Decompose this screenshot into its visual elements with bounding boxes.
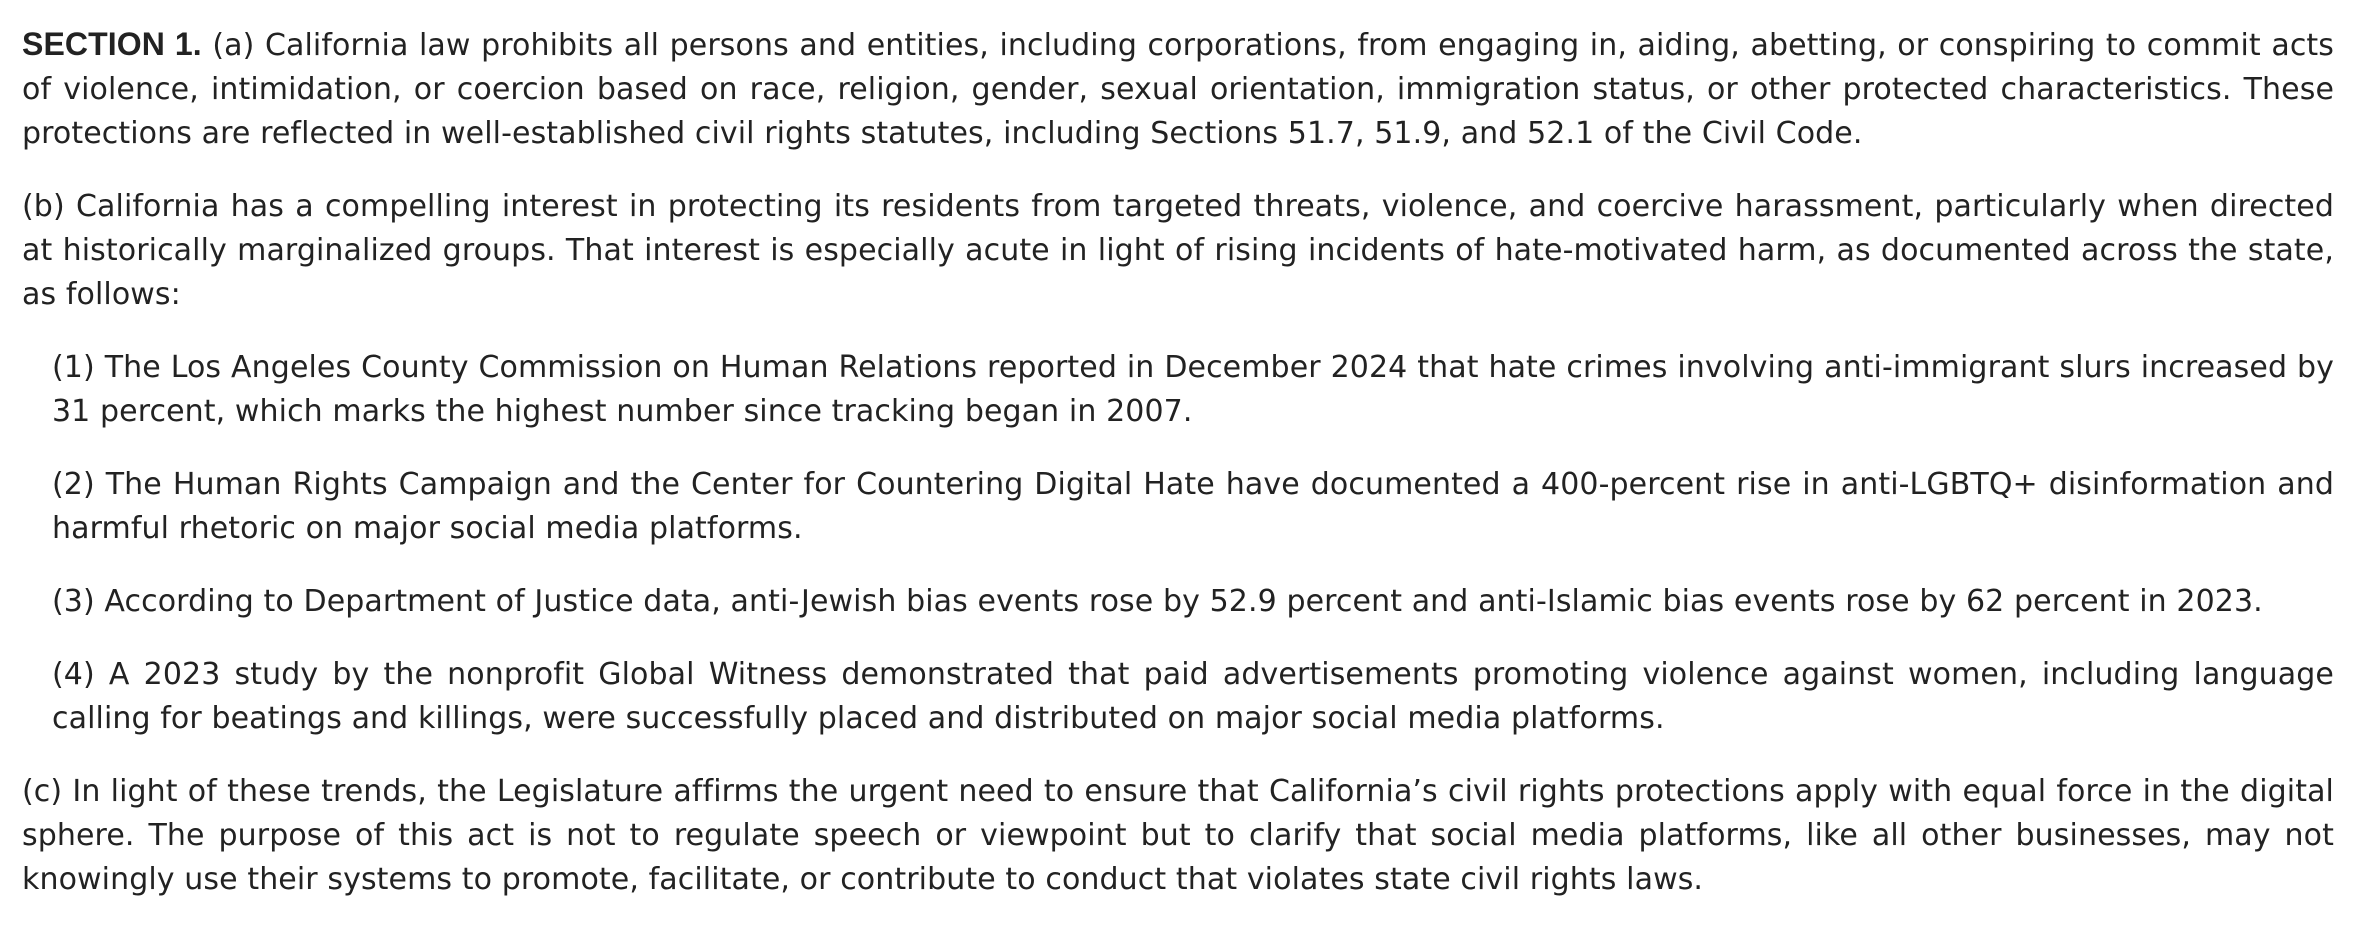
paragraph-c: (c) In light of these trends, the Legislature affirms the urgent need to ensure that California’s civil rights protections apply with equal force in the digital sphere. The purpose of this act is not to regulate speech or viewpoint but to clarify that social media platforms, like all other businesses, may not knowingly use their systems to promote, facilitate, or contribute to conduct that violates state civil rights laws. (22, 774, 2334, 897)
list-item-2: (2) The Human Rights Campaign and the Center for Countering Digital Hate have documented a 400-percent rise in anti-LGBTQ+ disinformation and harmful rhetoric on major social media platforms. (52, 467, 2334, 546)
document-body (22, 22, 2334, 931)
section-heading: SECTION 1. (22, 26, 202, 62)
paragraph-b: (b) California has a compelling interest in protecting its residents from targeted threats, violence, and coercive harassment, particularly when directed at historically marginalized groups. That interest is especially acute in light of rising incidents of hate-motivated harm, as documented across the state, as follows: (22, 189, 2334, 312)
list-item-3: (3) According to Department of Justice data, anti-Jewish bias events rose by 52.9 percent and anti-Islamic bias events rose by 62 percent in 2023. (52, 584, 2263, 619)
list-item-1: (1) The Los Angeles County Commission on Human Relations reported in December 2024 that hate crimes involving anti-immigrant slurs increased by 31 percent, which marks the highest number since tracking began in 2007. (52, 350, 2334, 429)
list-item-4: (4) A 2023 study by the nonprofit Global Witness demonstrated that paid advertisements promoting violence against women, including language calling for beatings and killings, were successfully placed and distributed on major social media platforms. (52, 657, 2334, 736)
paragraph-a (22, 22, 2334, 156)
paragraph-a-text: (a) California law prohibits all persons and entities, including corporations, from engaging in, aiding, abetting, or conspiring to commit acts of violence, intimidation, or coercion based on race, religion, gender, sexual orientation, immigration status, or other protected characteristics. These protections are reflected in well-established civil rights statutes, including Sections 51.7, 51.9, and 52.1 of the Civil Code. (22, 28, 2335, 151)
